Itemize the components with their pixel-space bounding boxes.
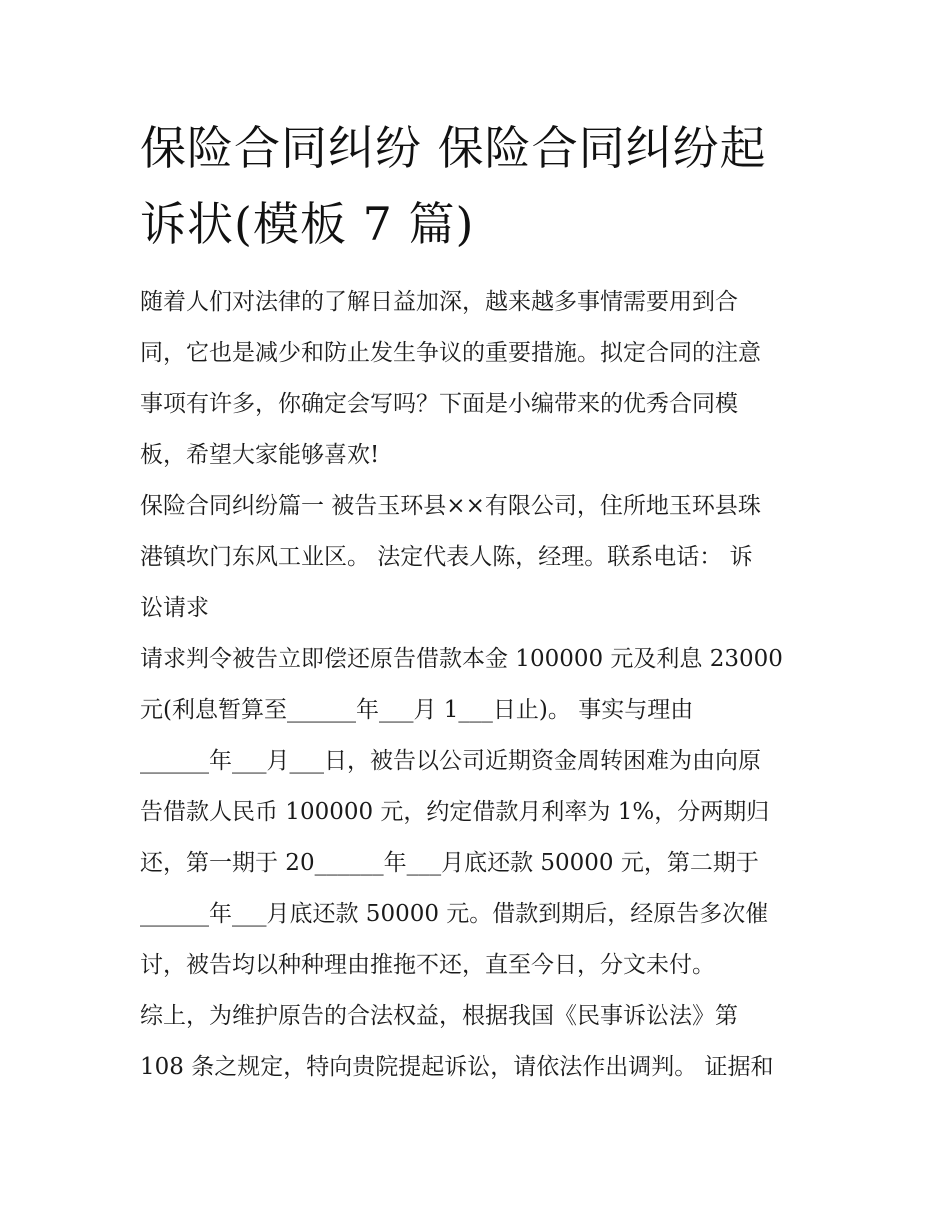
body-line: 事项有许多，你确定会写吗？下面是小编带来的优秀合同模	[140, 391, 738, 417]
body-line: 告借款人民币 100000 元，约定借款月利率为 1%，分两期归	[140, 799, 770, 825]
body-line: 板，希望大家能够喜欢!	[140, 442, 380, 468]
body-line: 随着人们对法律的了解日益加深，越来越多事情需要用到合	[140, 289, 738, 315]
title-line-2: 诉状(模板 7 篇)	[140, 197, 475, 251]
body-line: 讼请求	[140, 595, 209, 621]
body-line: 108 条之规定，特向贵院提起诉讼，请依法作出调判。 证据和	[140, 1054, 774, 1080]
body-line: 港镇坎门东风工业区。 法定代表人陈，经理。联系电话： 诉	[140, 544, 753, 570]
body-line: ______年___月___日，被告以公司近期资金周转困难为由向原	[140, 748, 761, 774]
body-line: 请求判令被告立即偿还原告借款本金 100000 元及利息 23000	[140, 646, 783, 672]
body-line: 保险合同纠纷篇一 被告玉环县××有限公司，住所地玉环县珠	[140, 493, 761, 519]
body-line: 讨，被告均以种种理由推拖不还，直至今日，分文未付。	[140, 952, 715, 978]
document-body	[140, 277, 830, 1093]
body-line: 同，它也是减少和防止发生争议的重要措施。拟定合同的注意	[140, 340, 761, 366]
body-line: 综上，为维护原告的合法权益，根据我国《民事诉讼法》第	[140, 1003, 738, 1029]
body-line: 元(利息暂算至______年___月 1___日止)。 事实与理由	[140, 697, 694, 723]
title-line-1: 保险合同纠纷 保险合同纠纷起	[140, 121, 767, 175]
document-title	[140, 110, 820, 262]
body-line: ______年___月底还款 50000 元。借款到期后，经原告多次催	[140, 901, 769, 927]
body-line: 还，第一期于 20______年___月底还款 50000 元，第二期于	[140, 850, 759, 876]
